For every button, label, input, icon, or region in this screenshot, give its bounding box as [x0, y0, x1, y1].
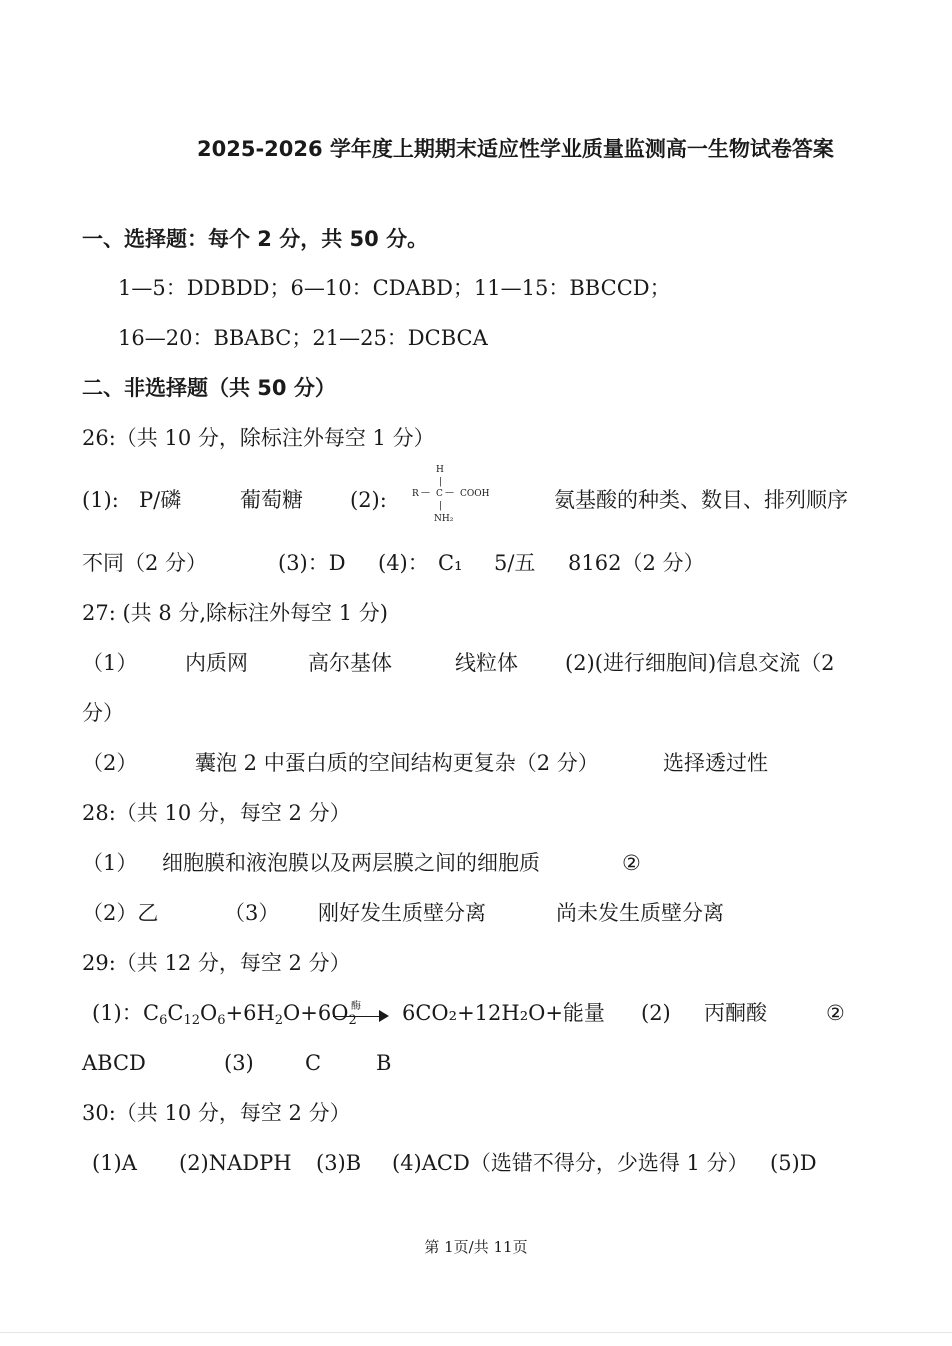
q28-p1-answer-b: ②: [622, 851, 641, 875]
reaction-arrow-icon: [331, 1000, 389, 1025]
q29-p3-label: (3): [224, 1051, 254, 1075]
q29-p3-answer-b: B: [376, 1051, 392, 1075]
q26-p1-answer-b: 葡萄糖: [240, 488, 303, 512]
q29-p3-answer-a: C: [305, 1051, 322, 1075]
q29-p1-label: (1)：: [92, 1001, 143, 1025]
q26-header: 26:（共 10 分，除标注外每空 1 分）: [82, 426, 435, 450]
q29-p2-continuation: ABCD: [82, 1051, 146, 1075]
mc-answers-line-1: 1—5：DDBDD；6—10：CDABD；11—15：BBCCD；: [118, 276, 671, 300]
q30-answer-3: (3)B: [316, 1151, 362, 1175]
structure-bond-left: —: [421, 488, 430, 498]
q27-header: 27: (共 8 分,除标注外每空 1 分): [82, 601, 388, 625]
section-1-heading: 一、选择题：每个 2 分，共 50 分。: [82, 227, 429, 251]
page-bottom-edge: [0, 1332, 952, 1333]
mc-answers-line-2: 16—20：BBABC；21—25：DCBCA: [118, 326, 488, 350]
q29-equation-left: $C_6C_{12}O_6+6H_2O+6O_2$: [143, 1001, 357, 1028]
q30-answer-1: (1)A: [92, 1151, 137, 1175]
enzyme-label: 酶: [351, 1000, 361, 1012]
q26-p3-answer: (3)：D: [278, 551, 346, 575]
q26-p4-answer-b: 5/五: [494, 551, 536, 575]
q27-p1-answer-d: (2)(进行细胞间)信息交流（2: [565, 651, 835, 675]
structure-cooh: COOH: [460, 489, 490, 499]
structure-r: R: [412, 489, 419, 499]
page-footer: 第 1页/共 11页: [424, 1238, 528, 1256]
q29-equation-right: 6CO₂+12H₂O+能量: [402, 1001, 605, 1025]
q29-p2-label: (2): [641, 1001, 671, 1025]
q30-answer-5: (5)D: [770, 1151, 817, 1175]
q30-header: 30:（共 10 分，每空 2 分）: [82, 1101, 351, 1125]
structure-bond-bottom: |: [439, 501, 443, 511]
q30-answer-4: (4)ACD（选错不得分，少选得 1 分）: [392, 1151, 749, 1175]
q26-p4-label: (4)：: [378, 551, 429, 575]
q28-p3-answer-a: 刚好发生质壁分离: [318, 901, 486, 925]
structure-bond-right: —: [445, 488, 454, 498]
q28-p1-answer-a: 细胞膜和液泡膜以及两层膜之间的细胞质: [162, 851, 540, 875]
q26-p1-answer-a: P/磷: [139, 488, 182, 512]
amino-acid-structure: [412, 465, 502, 527]
structure-bond-top: |: [439, 477, 443, 487]
q30-answer-2: (2)NADPH: [179, 1151, 292, 1175]
q26-p2-continuation: 不同（2 分）: [82, 551, 208, 575]
q28-p3-label: （3）: [224, 901, 280, 925]
q27-p1-answer-b: 高尔基体: [308, 651, 392, 675]
q27-p1-answer-a: 内质网: [185, 651, 248, 675]
q26-p2-answer: 氨基酸的种类、数目、排列顺序: [554, 488, 848, 512]
q27-p1-label: （1）: [82, 651, 138, 675]
q29-header: 29:（共 12 分，每空 2 分）: [82, 951, 351, 975]
q27-p1-answer-c: 线粒体: [455, 651, 518, 675]
structure-nh2: NH₂: [434, 514, 454, 524]
section-2-heading: 二、非选择题（共 50 分）: [82, 376, 336, 400]
q29-equation-arrow: [331, 999, 389, 1027]
q27-p2-label: （2）: [82, 751, 138, 775]
structure-c: C: [436, 489, 443, 499]
q26-p2-label: (2):: [350, 488, 387, 512]
page-title: 2025-2026 学年度上期期末适应性学业质量监测高一生物试卷答案: [197, 137, 834, 161]
q29-p2-answer-a: 丙酮酸: [704, 1001, 767, 1025]
q26-p4-answer-c: 8162（2 分）: [568, 551, 705, 575]
structure-h: H: [436, 465, 444, 475]
q28-header: 28:（共 10 分，每空 2 分）: [82, 801, 351, 825]
q27-p2-answer-b: 选择透过性: [663, 751, 768, 775]
q27-p1-continuation: 分）: [82, 701, 124, 725]
q28-p1-label: （1）: [82, 851, 138, 875]
q27-p2-answer-a: 囊泡 2 中蛋白质的空间结构更复杂（2 分）: [195, 751, 599, 775]
q28-p3-answer-b: 尚未发生质壁分离: [556, 901, 724, 925]
q28-p2-answer: （2）乙: [82, 901, 159, 925]
q29-p2-answer-b: ②: [826, 1001, 845, 1025]
q26-p1-label: (1):: [82, 488, 119, 512]
q26-p4-answer-a: C₁: [438, 551, 463, 575]
